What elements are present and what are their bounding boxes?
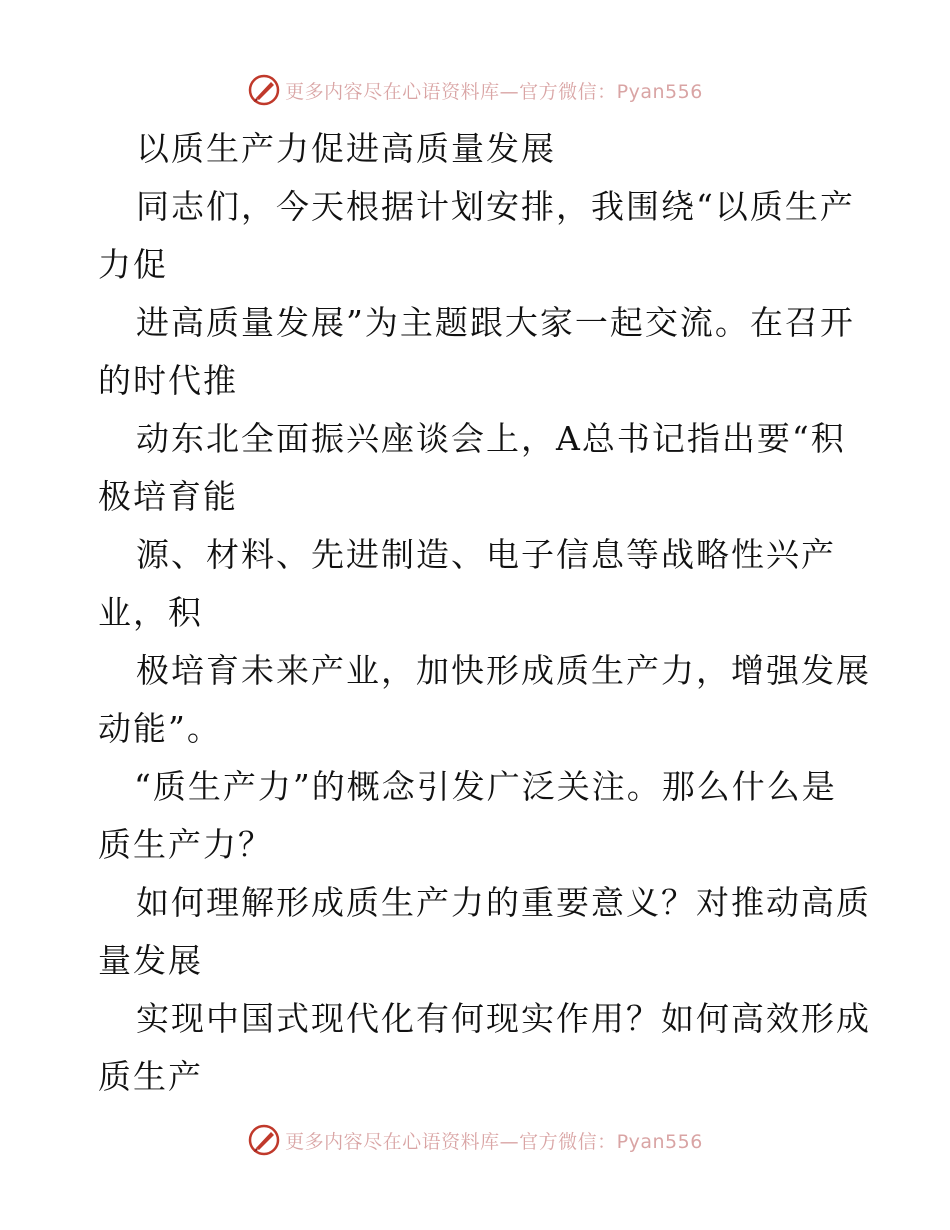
text-line: 极培育未来产业，加快形成质生产力，增强发展 (136, 651, 871, 690)
footer-watermark-banner (0, 1120, 950, 1160)
text-line: 如何理解形成质生产力的重要意义？对推动高质 (136, 883, 871, 922)
watermark-text: 更多内容尽在心语资料库—官方微信：Pyan556 (285, 80, 703, 103)
text-line: 动能”。 (98, 709, 222, 748)
watermark-text: 更多内容尽在心语资料库—官方微信：Pyan556 (285, 1130, 703, 1153)
text-line: 极培育能 (98, 477, 238, 516)
header-watermark-banner (0, 70, 950, 110)
text-line: 实现中国式现代化有何现实作用？如何高效形成 (136, 999, 871, 1038)
text-line: 量发展 (98, 941, 203, 980)
text-line: 质生产力？ (98, 825, 273, 864)
text-line: 业，积 (98, 593, 203, 632)
text-line: 质生产 (98, 1057, 203, 1096)
text-line: 源、材料、先进制造、电子信息等战略性兴产 (136, 535, 836, 574)
document-title: 以质生产力促进高质量发展 (136, 129, 556, 168)
text-line: 同志们，今天根据计划安排，我围绕“以质生产 (136, 187, 855, 226)
text-line: “质生产力”的概念引发广泛关注。那么什么是 (134, 767, 837, 806)
text-line: 力促 (98, 245, 168, 284)
document-body (98, 120, 871, 1106)
quill-pen-logo-icon (247, 1123, 281, 1157)
text-line: 的时代推 (98, 361, 238, 400)
text-line: 进高质量发展”为主题跟大家一起交流。在召开 (136, 303, 855, 342)
quill-pen-logo-icon (247, 73, 281, 107)
text-line: 动东北全面振兴座谈会上，A总书记指出要“积 (136, 419, 846, 458)
